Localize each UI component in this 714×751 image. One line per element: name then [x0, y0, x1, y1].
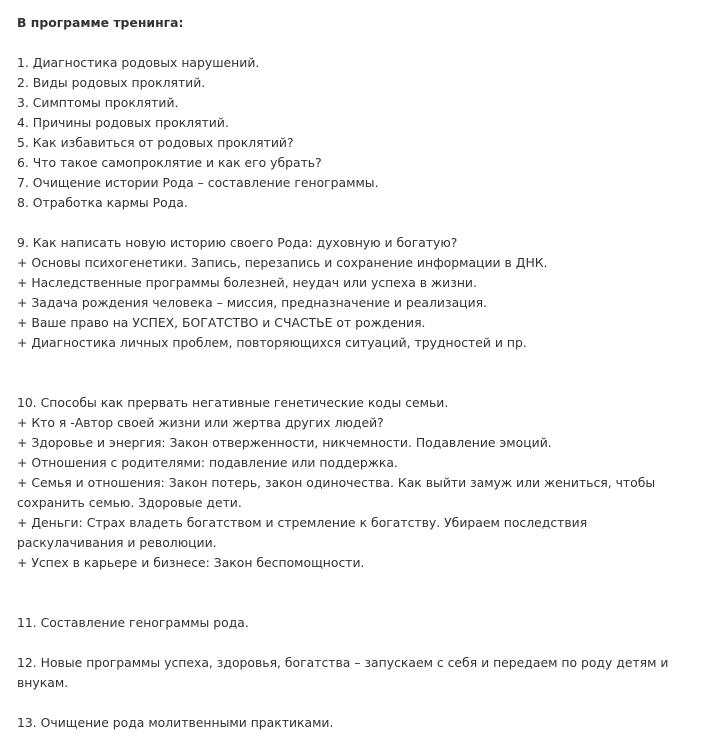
- section-title: 10. Способы как прервать негативные генетические коды семьи.: [17, 395, 449, 410]
- section-title: 9. Как написать новую историю своего Рода: духовную и богатую?: [17, 235, 458, 250]
- sub-item: + Семья и отношения: Закон потерь, закон одиночества. Как выйти замуж или жениться, чтобы: [17, 475, 656, 490]
- sub-item: + Диагностика личных проблем, повторяющихся ситуаций, трудностей и пр.: [17, 335, 527, 350]
- sub-item: + Ваше право на УСПЕХ, БОГАТСТВО и СЧАСТЬЕ от рождения.: [17, 315, 426, 330]
- sub-item: + Кто я -Автор своей жизни или жертва других людей?: [17, 415, 384, 430]
- sub-item-continuation: раскулачивания и революции.: [17, 535, 217, 550]
- item-12-continuation: внукам.: [17, 675, 69, 690]
- sub-item: + Основы психогенетики. Запись, перезапись и сохранение информации в ДНК.: [17, 255, 548, 270]
- list-item: 3. Симптомы проклятий.: [17, 95, 179, 110]
- sub-item: + Отношения с родителями: подавление или поддержка.: [17, 455, 398, 470]
- list-item: 7. Очищение истории Рода – составление генограммы.: [17, 175, 379, 190]
- program-heading: В программе тренинга:: [17, 15, 184, 30]
- sub-item: + Задача рождения человека – миссия, предназначение и реализация.: [17, 295, 488, 310]
- sub-item: + Здоровье и энергия: Закон отверженности, никчемности. Подавление эмоций.: [17, 435, 552, 450]
- list-item: 8. Отработка кармы Рода.: [17, 195, 188, 210]
- sub-item: + Наследственные программы болезней, неудач или успеха в жизни.: [17, 275, 477, 290]
- sub-item-continuation: сохранить семью. Здоровые дети.: [17, 495, 242, 510]
- list-item: 2. Виды родовых проклятий.: [17, 75, 206, 90]
- item-12-line: 12. Новые программы успеха, здоровья, богатства – запускаем с себя и передаем по роду детям и: [17, 655, 669, 670]
- item-11: 11. Составление генограммы рода.: [17, 615, 249, 630]
- sub-item: + Успех в карьере и бизнесе: Закон беспомощности.: [17, 555, 365, 570]
- list-item: 4. Причины родовых проклятий.: [17, 115, 229, 130]
- list-item: 5. Как избавиться от родовых проклятий?: [17, 135, 294, 150]
- sub-item: + Деньги: Страх владеть богатством и стремление к богатству. Убираем последствия: [17, 515, 588, 530]
- list-item: 6. Что такое самопроклятие и как его убрать?: [17, 155, 322, 170]
- item-13: 13. Очищение рода молитвенными практиками.: [17, 715, 334, 730]
- list-item: 1. Диагностика родовых нарушений.: [17, 55, 260, 70]
